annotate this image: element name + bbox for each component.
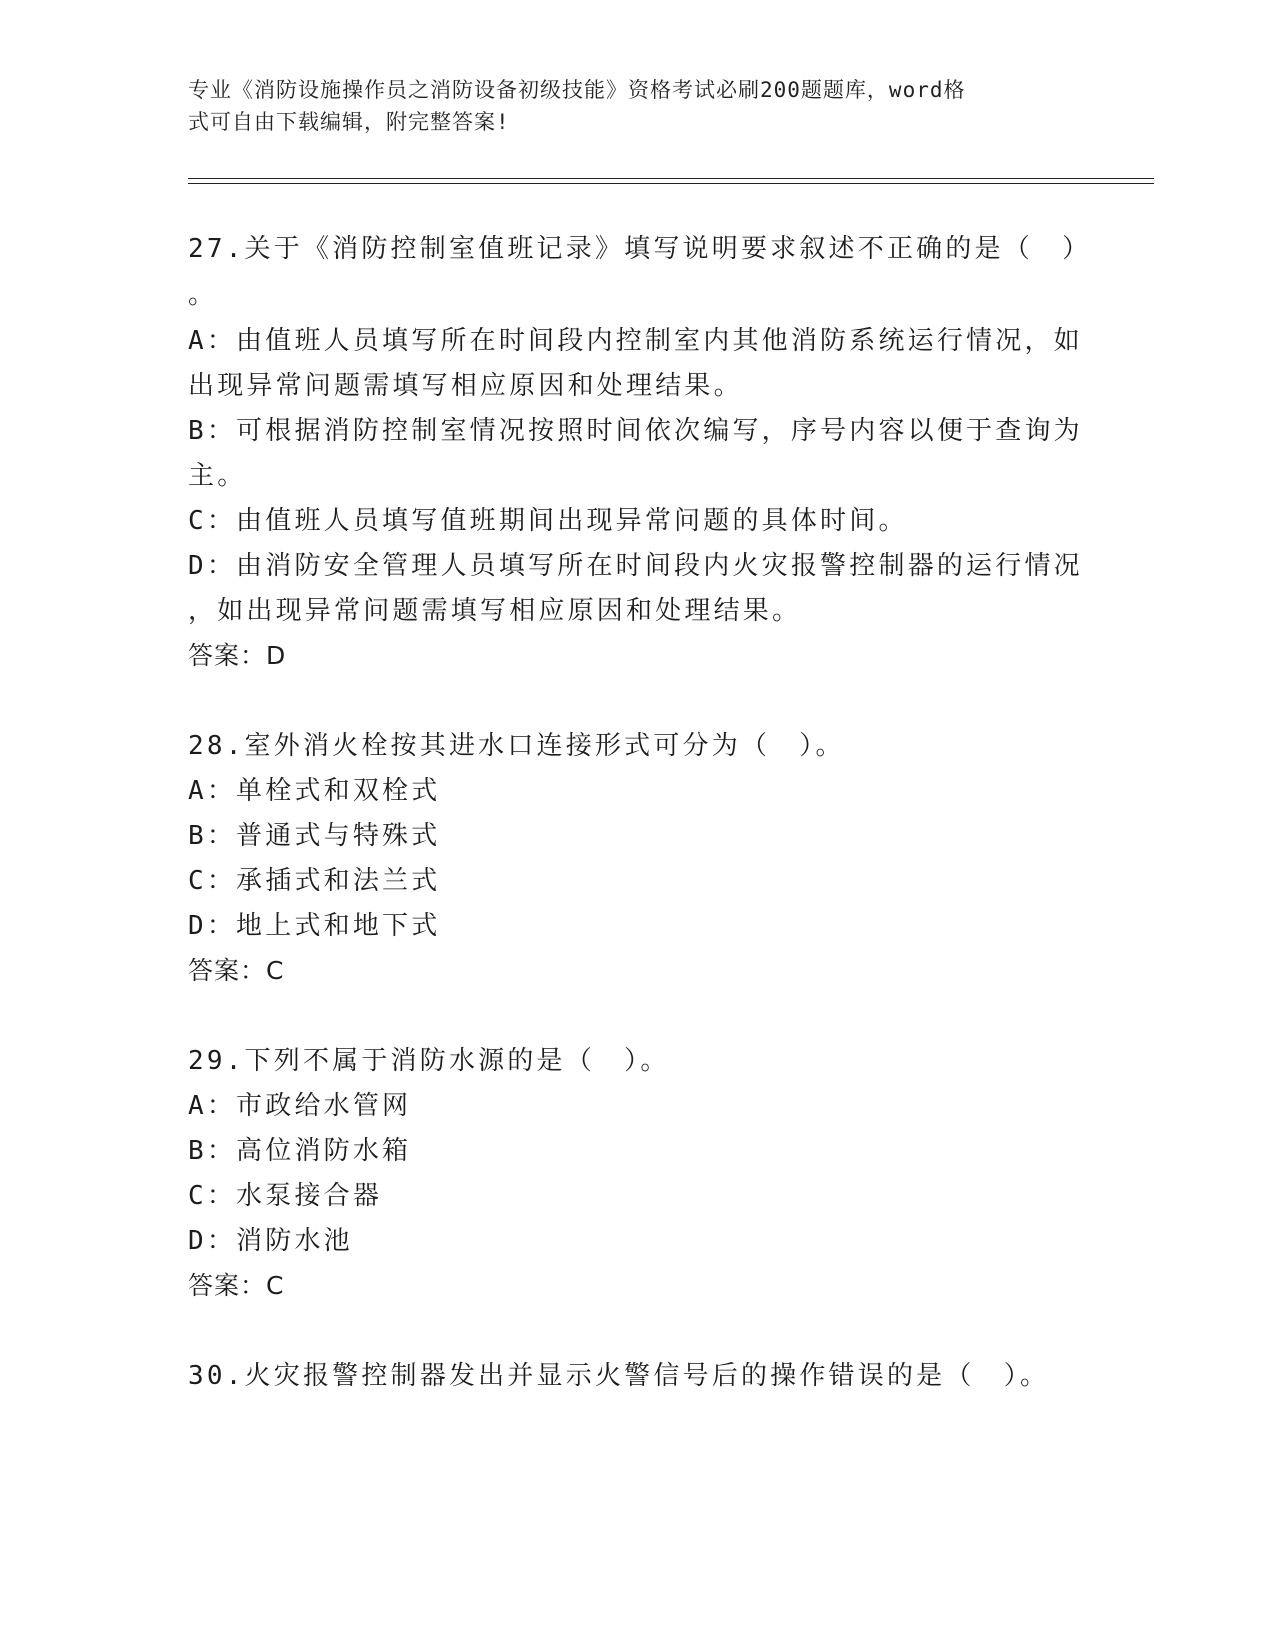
question-29-stem: 29.下列不属于消防水源的是（ ）。 xyxy=(188,1046,670,1076)
question-27-answer: 答案：D xyxy=(188,641,287,670)
header-divider-bottom xyxy=(188,183,1154,184)
question-29-option-c: C：水泵接合器 xyxy=(188,1181,383,1211)
question-28-stem: 28.室外消火栓按其进水口连接形式可分为（ ）。 xyxy=(188,731,845,761)
document-header xyxy=(188,74,1078,138)
question-29-option-d: D：消防水池 xyxy=(188,1226,353,1256)
question-29-option-b: B：高位消防水箱 xyxy=(188,1136,412,1166)
question-27-option-b-cont: 主。 xyxy=(188,461,247,491)
question-28-option-c: C：承插式和法兰式 xyxy=(188,866,441,896)
question-29-answer: 答案：C xyxy=(188,1271,285,1300)
question-28-option-d: D：地上式和地下式 xyxy=(188,911,441,941)
header-line-2: 式可自由下载编辑，附完整答案! xyxy=(188,110,510,134)
question-27-option-d-cont: ，如出现异常问题需填写相应原因和处理结果。 xyxy=(188,596,802,626)
question-28-answer: 答案：C xyxy=(188,956,285,985)
question-28-option-a: A：单栓式和双栓式 xyxy=(188,776,441,806)
question-27-stem-cont: 。 xyxy=(188,280,218,310)
question-30-stem: 30.火灾报警控制器发出并显示火警信号后的操作错误的是（ ）。 xyxy=(188,1361,1050,1391)
question-27-option-a: A：由值班人员填写所在时间段内控制室内其他消防系统运行情况，如 xyxy=(188,326,1083,356)
header-divider-top xyxy=(188,178,1154,179)
question-29-option-a: A：市政给水管网 xyxy=(188,1091,412,1121)
question-27-stem: 27.关于《消防控制室值班记录》填写说明要求叙述不正确的是（ ） xyxy=(188,234,1092,264)
question-27-option-a-cont: 出现异常问题需填写相应原因和处理结果。 xyxy=(188,371,743,401)
header-line-1: 专业《消防设施操作员之消防设备初级技能》资格考试必刷200题题库，word格 xyxy=(188,78,966,102)
question-27-option-d: D：由消防安全管理人员填写所在时间段内火灾报警控制器的运行情况 xyxy=(188,551,1083,581)
question-27-option-c: C：由值班人员填写值班期间出现异常问题的具体时间。 xyxy=(188,506,908,536)
question-28-option-b: B：普通式与特殊式 xyxy=(188,821,441,851)
question-27-option-b: B：可根据消防控制室情况按照时间依次编写，序号内容以便于查询为 xyxy=(188,416,1083,446)
